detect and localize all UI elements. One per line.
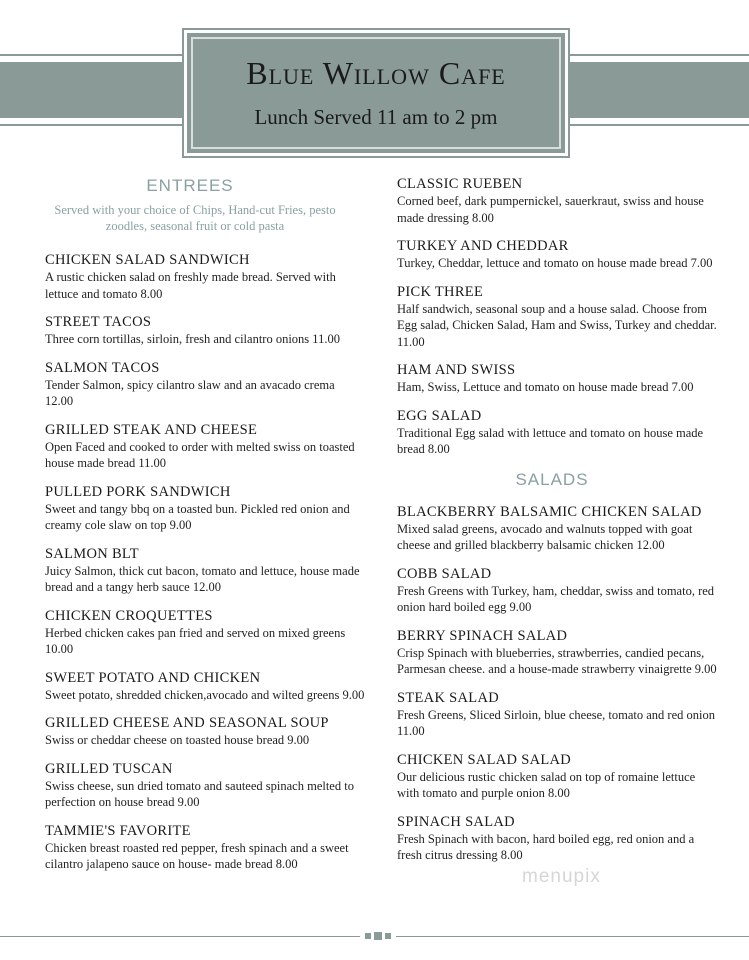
menu-item — [397, 238, 717, 272]
menu-item-desc: Fresh Spinach with bacon, hard boiled egg, red onion and a fresh citrus dressing 8.00 — [397, 831, 695, 862]
menu-item — [45, 608, 365, 658]
menu-item-desc: Fresh Greens with Turkey, ham, cheddar, swiss and tomato, red onion hard boiled egg 9.00 — [397, 583, 715, 614]
menu-item-name: PICK THREE — [397, 283, 484, 300]
menu-item-name: SALMON BLT — [45, 545, 139, 562]
menu-item-desc: Swiss or cheddar cheese on toasted house bread 9.00 — [45, 733, 310, 747]
menu-item-name: COBB SALAD — [397, 565, 492, 582]
menu-item-name: GRILLED STEAK AND CHEESE — [45, 421, 258, 438]
menu-item-desc: Our delicious rustic chicken salad on top of romaine lettuce with tomato and purple onion 8.00 — [397, 769, 696, 800]
menu-item-desc: Fresh Greens, Sliced Sirloin, blue cheese, tomato and red onion 11.00 — [397, 707, 715, 738]
menu-item-name: TURKEY AND CHEDDAR — [397, 238, 569, 254]
menu-item-name: SPINACH SALAD — [397, 813, 515, 830]
menu-item — [45, 715, 365, 749]
menu-item-desc: Turkey, Cheddar, lettuce and tomato on house made bread 7.00 — [397, 256, 713, 270]
menu-item-name: HAM AND SWISS — [397, 362, 516, 378]
menu-item-name: CLASSIC RUEBEN — [397, 176, 523, 192]
menu-item — [397, 284, 717, 351]
menu-item — [397, 814, 717, 864]
ornament-square — [365, 933, 371, 939]
menu-item-desc: Chicken breast roasted red pepper, fresh spinach and a sweet cilantro jalapeno sauce on house- made bread 8.00 — [45, 840, 349, 871]
menu-item — [45, 823, 365, 873]
entrees-note: Served with your choice of Chips, Hand-cut Fries, pesto zoodles, seasonal fruit or cold pasta — [54, 203, 336, 233]
menu-item-name: STREET TACOS — [45, 314, 152, 330]
menu-item — [45, 422, 365, 472]
menu-item — [397, 504, 717, 554]
menu-item-name: CHICKEN SALAD SANDWICH — [45, 252, 250, 268]
menu-item-desc: Mixed salad greens, avocado and walnuts topped with goat cheese and grilled blackberry balsamic chicken 12.00 — [397, 521, 693, 552]
menu-item-name: PULLED PORK SANDWICH — [45, 483, 231, 500]
menu-item-desc: Open Faced and cooked to order with melted swiss on toasted house made bread 11.00 — [45, 439, 355, 470]
watermark-text: menupix — [522, 866, 601, 887]
restaurant-title: Blue Willow Cafe — [246, 55, 506, 91]
menu-item-name: GRILLED CHEESE AND SEASONAL SOUP — [45, 715, 329, 731]
menu-item-desc: Three corn tortillas, sirloin, fresh and cilantro onions 11.00 — [45, 332, 340, 346]
menu-item-desc: Traditional Egg salad with lettuce and tomato on house made bread 8.00 — [397, 425, 704, 456]
menu-item — [45, 252, 365, 302]
left-column — [45, 176, 365, 885]
lunch-hours: Lunch Served 11 am to 2 pm — [254, 105, 498, 129]
menu-item — [45, 360, 365, 410]
title-inner-frame — [191, 37, 561, 149]
menu-item — [397, 752, 717, 802]
menu-item — [397, 362, 717, 396]
right-column — [397, 176, 717, 876]
menu-item — [45, 546, 365, 596]
menu-item-desc: Crisp Spinach with blueberries, strawberries, candied pecans, Parmesan cheese. and a house-made strawberry vinaigrette 9.00 — [397, 645, 717, 676]
menu-item — [45, 314, 365, 348]
menu-item-name: CHICKEN SALAD SALAD — [397, 751, 572, 768]
menu-item-name: SALMON TACOS — [45, 359, 160, 376]
menu-item-name: BLACKBERRY BALSAMIC CHICKEN SALAD — [397, 503, 702, 520]
menu-item-desc: Juicy Salmon, thick cut bacon, tomato and lettuce, house made bread and a tangy herb sauce 12.00 — [45, 563, 360, 594]
ornament-square — [374, 932, 382, 940]
menu-item-name: SWEET POTATO AND CHICKEN — [45, 669, 261, 686]
menu-item-desc: Ham, Swiss, Lettuce and tomato on house made bread 7.00 — [397, 380, 694, 394]
menu-item-desc: Tender Salmon, spicy cilantro slaw and an avacado crema 12.00 — [45, 377, 335, 408]
menu-item — [397, 566, 717, 616]
menu-item — [397, 690, 717, 740]
menu-item-name: BERRY SPINACH SALAD — [397, 627, 568, 644]
menu-item-name: TAMMIE'S FAVORITE — [45, 822, 191, 839]
footer-ornament-icon — [360, 930, 396, 942]
menu-item-name: EGG SALAD — [397, 407, 482, 424]
menu-item-desc: Sweet and tangy bbq on a toasted bun. Pickled red onion and creamy cole slaw on top 9.00 — [45, 501, 350, 532]
title-box — [184, 30, 568, 156]
menu-item-name: CHICKEN CROQUETTES — [45, 607, 213, 624]
menu-item-desc: Swiss cheese, sun dried tomato and sauteed spinach melted to perfection on house bread 9.00 — [45, 778, 354, 809]
menu-item-desc: Sweet potato, shredded chicken,avocado and wilted greens 9.00 — [45, 687, 365, 702]
menu-item-desc: A rustic chicken salad on freshly made bread. Served with lettuce and tomato 8.00 — [45, 270, 336, 301]
menu-item-name: GRILLED TUSCAN — [45, 760, 173, 777]
menu-item — [397, 408, 717, 458]
menu-item — [397, 176, 717, 226]
menu-item-desc: Herbed chicken cakes pan fried and served on mixed greens 10.00 — [45, 625, 346, 656]
menu-item-desc: Half sandwich, seasonal soup and a house salad. Choose from Egg salad, Chicken Salad, Ham and Swiss, Turkey and cheddar. 11.00 — [397, 301, 717, 349]
salads-heading: SALADS — [515, 469, 589, 489]
menu-item-name: STEAK SALAD — [397, 689, 499, 706]
menu-item — [397, 628, 717, 678]
menu-item — [45, 484, 365, 534]
menu-item — [45, 761, 365, 811]
menu-item-desc: Corned beef, dark pumpernickel, sauerkraut, swiss and house made dressing 8.00 — [397, 194, 704, 225]
menu-item — [45, 670, 365, 704]
ornament-square — [385, 933, 391, 939]
entrees-heading: ENTREES — [146, 176, 234, 195]
